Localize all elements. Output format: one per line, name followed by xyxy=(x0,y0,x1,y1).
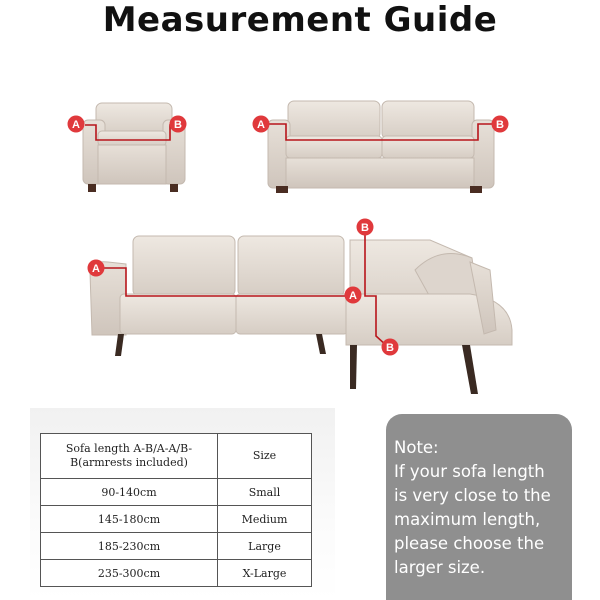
marker-b-loveseat xyxy=(492,116,509,133)
marker-b-sectional-top-label: B xyxy=(361,222,369,234)
marker-b-sectional-top xyxy=(357,219,374,236)
marker-a-sectional-corner xyxy=(345,287,362,304)
marker-a-loveseat-label: A xyxy=(257,119,265,131)
note-line: please choose the xyxy=(394,534,545,553)
header-sofa-length-line2: B(armrests included) xyxy=(70,456,188,469)
loveseat-illustration xyxy=(268,101,494,193)
note-line: If your sofa length xyxy=(394,462,545,481)
marker-b-armchair xyxy=(170,116,187,133)
marker-b-sectional-bottom-label: B xyxy=(386,342,394,354)
table-row xyxy=(41,533,312,560)
note-line: Note: xyxy=(394,438,439,457)
size-cell: Large xyxy=(218,533,312,560)
size-cell: Small xyxy=(218,479,312,506)
size-table xyxy=(40,433,312,587)
size-table-header-row xyxy=(41,434,312,479)
note-box xyxy=(386,414,572,600)
marker-a-sectional-corner-label: A xyxy=(349,290,357,302)
marker-a-sectional-left-label: A xyxy=(92,263,100,275)
marker-b-sectional-bottom xyxy=(382,339,399,356)
note-line: is very close to the xyxy=(394,486,551,505)
marker-a-armchair xyxy=(68,116,85,133)
table-row xyxy=(41,479,312,506)
marker-a-loveseat xyxy=(253,116,270,133)
note-line: larger size. xyxy=(394,558,486,577)
length-cell: 145-180cm xyxy=(41,506,218,533)
table-row xyxy=(41,506,312,533)
note-line: maximum length, xyxy=(394,510,541,529)
header-sofa-length xyxy=(41,434,218,479)
armchair-illustration xyxy=(83,103,185,192)
header-size: Size xyxy=(218,434,312,479)
marker-b-armchair-label: B xyxy=(174,119,182,131)
marker-a-armchair-label: A xyxy=(72,119,80,131)
marker-b-loveseat-label: B xyxy=(496,119,504,131)
header-sofa-length-line1: Sofa length A-B/A-A/B- xyxy=(65,442,193,455)
size-cell: Medium xyxy=(218,506,312,533)
length-cell: 185-230cm xyxy=(41,533,218,560)
table-row xyxy=(41,560,312,587)
marker-a-sectional-left xyxy=(88,260,105,277)
sectional-sofa-illustration xyxy=(90,236,512,394)
size-cell: X-Large xyxy=(218,560,312,587)
length-cell: 235-300cm xyxy=(41,560,218,587)
page-title: Measurement Guide xyxy=(102,0,498,40)
length-cell: 90-140cm xyxy=(41,479,218,506)
